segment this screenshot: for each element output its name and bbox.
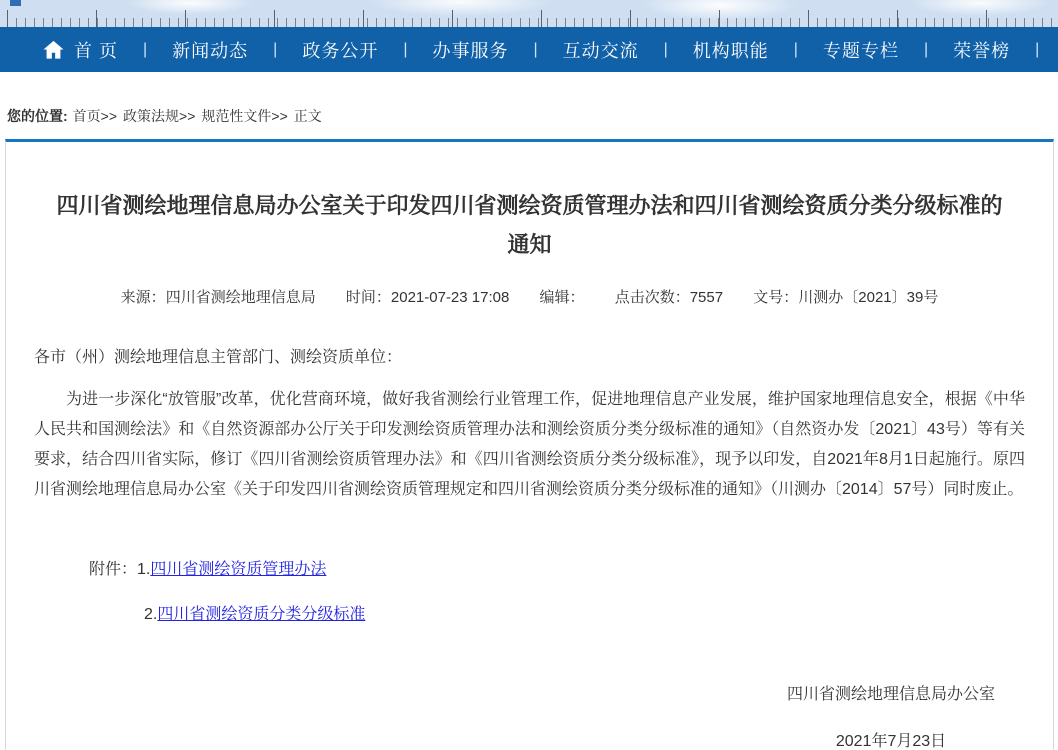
attachments-label: 附件： [89, 561, 138, 578]
meta-clicks-value: 7557 [689, 289, 724, 306]
home-icon [42, 40, 65, 60]
attachment-number: 2. [144, 606, 158, 623]
nav-separator: | [143, 40, 148, 58]
meta-time-label: 时间： [345, 289, 391, 306]
meta-editor-label: 编辑： [539, 289, 585, 306]
nav-separator: | [533, 40, 538, 58]
breadcrumb-label: 您的位置: [7, 108, 68, 124]
nav-item-label: 荣誉榜 [953, 40, 1011, 61]
article-container [5, 139, 1054, 750]
nav-item-home[interactable] [42, 37, 118, 63]
nav-item-label: 首 页 [74, 40, 119, 61]
meta-editor [540, 289, 585, 306]
banner-decoration [10, 0, 21, 6]
attachment-number: 1. [137, 561, 151, 578]
nav-separator: | [923, 40, 929, 58]
nav-item-gov-open[interactable] [302, 37, 378, 63]
main-nav [0, 27, 1058, 72]
attachment-link-grading-standard[interactable]: 四川省测绘资质分类分级标准 [157, 606, 366, 623]
attachment-link-management-measures[interactable]: 四川省测绘资质管理办法 [150, 561, 327, 578]
signature-date: 2021年7月23日 [835, 733, 947, 750]
nav-item-honor-roll[interactable] [953, 37, 1010, 63]
nav-item-label: 办事服务 [432, 40, 509, 61]
meta-clicks [615, 289, 723, 306]
breadcrumb-policies[interactable]: 政策法规 [123, 108, 180, 124]
nav-separator: | [403, 40, 408, 58]
nav-item-label: 互动交流 [562, 40, 639, 61]
signature-block [787, 680, 995, 750]
nav-item-label: 新闻动态 [172, 40, 249, 61]
attachments [89, 555, 1025, 630]
meta-time-value: 2021-07-23 17:08 [390, 289, 510, 306]
nav-separator: | [1035, 40, 1040, 58]
meta-time [346, 289, 509, 306]
nav-item-label: 机构职能 [692, 40, 769, 61]
breadcrumb-normative-docs[interactable]: 规范性文件 [201, 108, 272, 124]
nav-item-label: 专题专栏 [822, 40, 899, 61]
attachment-line-2 [144, 600, 1025, 630]
meta-source-label: 来源： [120, 289, 166, 306]
meta-source-value: 四川省测绘地理信息局 [165, 289, 316, 306]
nav-item-interaction[interactable] [563, 37, 639, 63]
breadcrumb-separator: >> [179, 108, 196, 124]
nav-item-label: 政务公开 [302, 40, 379, 61]
nav-item-functions[interactable] [693, 37, 769, 63]
salutation: 各市（州）测绘地理信息主管部门、测绘资质单位： [34, 349, 403, 366]
breadcrumb-separator: >> [100, 108, 118, 124]
meta-source [121, 289, 316, 306]
meta-clicks-label: 点击次数： [614, 289, 690, 306]
breadcrumb [0, 72, 1058, 139]
page-title: 四川省测绘地理信息局办公室关于印发四川省测绘资质管理办法和四川省测绘资质分类分级标准的通知 [56, 193, 1003, 257]
meta-doc-no-label: 文号： [753, 289, 799, 306]
breadcrumb-home[interactable]: 首页 [72, 108, 101, 124]
nav-separator: | [273, 40, 278, 58]
nav-item-services[interactable] [432, 37, 508, 63]
nav-separator: | [793, 40, 798, 58]
meta-doc-no [753, 289, 938, 306]
signature-org: 四川省测绘地理信息局办公室 [786, 686, 995, 703]
top-banner [0, 0, 1058, 27]
attachment-line-1 [89, 555, 1025, 585]
meta-doc-no-value: 川测办〔2021〕39号 [798, 289, 939, 306]
article-meta [34, 286, 1025, 307]
nav-item-special-topics[interactable] [823, 37, 899, 63]
nav-separator: | [663, 40, 668, 58]
nav-item-news[interactable] [172, 37, 248, 63]
body-paragraph: 为进一步深化“放管服”改革，优化营商环境，做好我省测绘行业管理工作，促进地理信息产业发展，维护国家地理信息安全，根据《中华人民共和国测绘法》和《自然资源部办公厅关于印发测绘资质管理办法和测绘资质分类分级标准的通知》（自然资办发〔2021〕43号）等有关要求，结合四川省实际，修订《四川省测绘资质管理办法》和《四川省测绘资质分类分级标准》，现予以印发，自2021年8月1日起施行。原四川省测绘地理信息局办公室《关于印发四川省测绘资质管理规定和四川省测绘资质分类分级标准的通知》（川测办〔2014〕57号）同时废止。 [34, 391, 1025, 498]
breadcrumb-current: 正文 [293, 108, 322, 124]
breadcrumb-separator: >> [271, 108, 288, 124]
